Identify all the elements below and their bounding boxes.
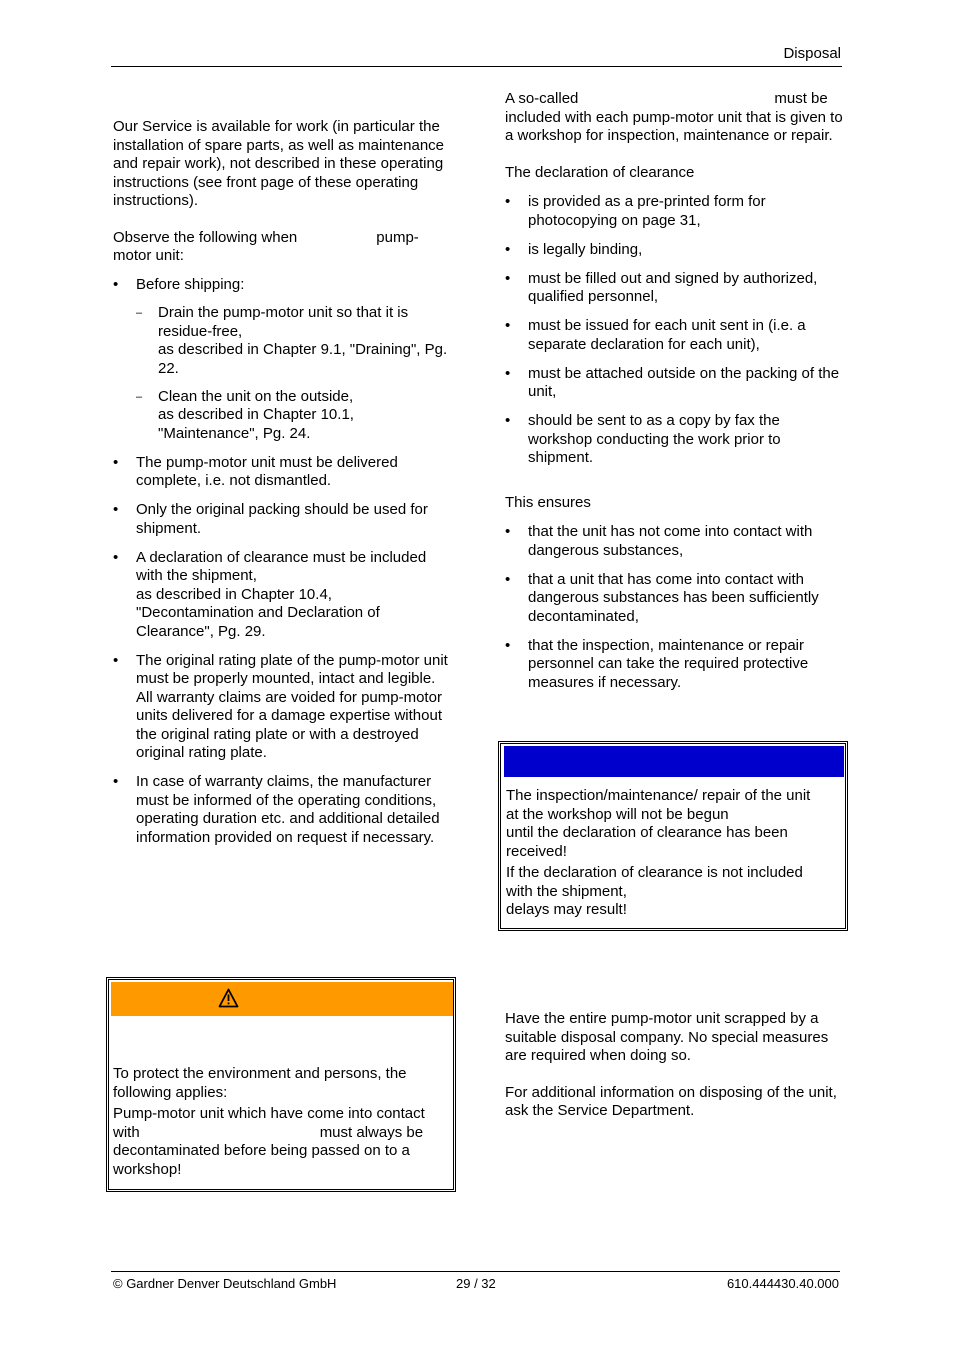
shipping-bullets [113, 276, 453, 848]
bullet-before-shipping: Before shipping: [136, 275, 245, 293]
dash-drain-ref: as described in Chapter 9.1, "Draining", Pg. 22. [158, 341, 448, 377]
notice-line: The inspection/maintenance/ repair of the unit [506, 787, 811, 804]
list-item [505, 523, 845, 560]
bullet-declaration: • A declaration of clearance must be included with the shipment, [136, 548, 427, 584]
so-called-b: must be [774, 90, 828, 107]
ensures-bullet-1: that the unit has not come into contact with dangerous substances, [528, 523, 813, 559]
before-shipping-steps [136, 304, 453, 443]
ensures-intro: This ensures [505, 493, 591, 511]
bullet-rating-plate: • The original rating plate of the pump-motor unit must be properly mounted, intact and legible. [136, 651, 448, 687]
notice-text [506, 787, 842, 920]
warning-with: with [113, 1123, 140, 1141]
list-item [505, 317, 845, 354]
footer-document-number: 610.444430.40.000 [726, 1276, 839, 1291]
warning-must: must always be [319, 1123, 424, 1141]
list-item [113, 549, 453, 642]
bullet-declaration-ref-1: as described in Chapter 10.4, [136, 585, 332, 603]
header-section-title: Disposal [783, 45, 841, 62]
list-item [136, 388, 453, 444]
list-item [113, 501, 453, 538]
list-item [113, 773, 453, 847]
bullet-declaration-ref-2: "Decontamination and Declaration of [136, 604, 380, 621]
observe-text-b: pump- [376, 228, 419, 246]
list-item [505, 637, 845, 693]
list-item [505, 270, 845, 307]
decl-bullet-4: must be issued for each unit sent in (i.e. a separate declaration for each unit), [528, 317, 806, 353]
left-column [113, 118, 453, 858]
warning-line-d: decontaminated before being passed on to a workshop! [113, 1142, 410, 1178]
ensures-bullets [505, 523, 845, 692]
decl-bullet-3: must be filled out and signed by authorized, qualified personnel, [528, 269, 818, 305]
notice-line: until the declaration of clearance has been [506, 824, 788, 841]
footer-page-number: 29 / 32 [456, 1276, 496, 1291]
warning-text [113, 1065, 451, 1179]
list-item [113, 454, 453, 491]
so-called-a: A so-called [505, 90, 579, 107]
decl-bullet-1: is provided as a pre-printed form for photocopying on page 31, [528, 193, 766, 229]
bullet-complete: The pump-motor unit must be delivered complete, i.e. not dismantled. [136, 453, 398, 489]
disposal-text [505, 1010, 845, 1121]
warning-bar [111, 982, 453, 1016]
warning-triangle-icon [218, 988, 239, 1008]
list-item [505, 571, 845, 627]
observe-text-c: motor unit: [113, 247, 184, 264]
disposal-paragraph-2: For additional information on disposing of the unit, ask the Service Department. [505, 1083, 837, 1119]
warning-line-b [113, 1124, 451, 1143]
notice-bar [504, 746, 844, 777]
footer-copyright: © Gardner Denver Deutschland GmbH [113, 1276, 337, 1291]
list-item [113, 652, 453, 763]
list-item [136, 304, 453, 378]
notice-line: at the workshop will not be begun [506, 805, 729, 823]
decl-bullet-6: should be sent to as a copy by fax the workshop conducting the work prior to shipment. [528, 412, 781, 466]
dash-clean: – Clean the unit on the outside, [158, 387, 354, 405]
notice-line: received! [506, 842, 567, 860]
so-called-c: included with each pump-motor unit that is given to a workshop for inspection, maintenance or repair. [505, 108, 843, 144]
right-column [505, 90, 845, 703]
list-item [505, 365, 845, 402]
declaration-bullets [505, 193, 845, 468]
decl-bullet-2: is legally binding, [528, 240, 643, 258]
bullet-declaration-ref-3: Clearance", Pg. 29. [136, 622, 266, 640]
bullet-rating-plate-warranty: All warranty claims are voided for pump-motor units delivered for a damage expertise without the original rating plate or with a destroyed original rating plate. [136, 688, 443, 761]
dash-drain: – Drain the pump-motor unit so that it is residue-free, [158, 304, 409, 340]
service-intro: Our Service is available for work (in particular the installation of spare parts, as well as maintenance and repair work), not described in these operating instructions (see front page of these operating instructions). [113, 118, 445, 209]
notice-line: If the declaration of clearance is not included [506, 864, 803, 881]
list-item [505, 412, 845, 468]
warning-paragraph-1: To protect the environment and persons, the following applies: [113, 1065, 407, 1101]
ensures-bullet-3: that the inspection, maintenance or repair personnel can take the required protective measures if necessary. [528, 636, 809, 691]
list-item [113, 276, 453, 444]
warning-paragraph-2 [113, 1105, 451, 1179]
header-rule [111, 66, 842, 67]
bullet-original-packing: Only the original packing should be used for shipment. [136, 501, 428, 537]
bullet-warranty-claims: In case of warranty claims, the manufacturer must be informed of the operating conditions, operating duration etc. and additional detailed information provided on request if necessary. [136, 773, 440, 846]
warning-line-a: Pump-motor unit which have come into contact [113, 1105, 425, 1122]
ensures-bullet-2: that a unit that has come into contact with dangerous substances has been sufficiently decontaminated, [528, 570, 819, 625]
notice-paragraph-2 [506, 864, 842, 920]
disposal-paragraph-1: Have the entire pump-motor unit scrapped by a suitable disposal company. No special measures are required when doing so. [505, 1010, 829, 1064]
observe-text-a: Observe the following when [113, 228, 298, 246]
decl-bullet-5: must be attached outside on the packing of the unit, [528, 364, 840, 400]
notice-line: with the shipment, [506, 882, 627, 900]
list-item [505, 193, 845, 230]
declaration-intro: The declaration of clearance [505, 163, 695, 181]
notice-line: delays may result! [506, 901, 627, 918]
dash-clean-ref: as described in Chapter 10.1, "Maintenance", Pg. 24. [158, 406, 354, 442]
list-item [505, 241, 845, 260]
so-called-text [505, 90, 845, 146]
footer-rule [111, 1271, 840, 1272]
notice-paragraph-1 [506, 787, 842, 861]
observe-text [113, 229, 453, 266]
